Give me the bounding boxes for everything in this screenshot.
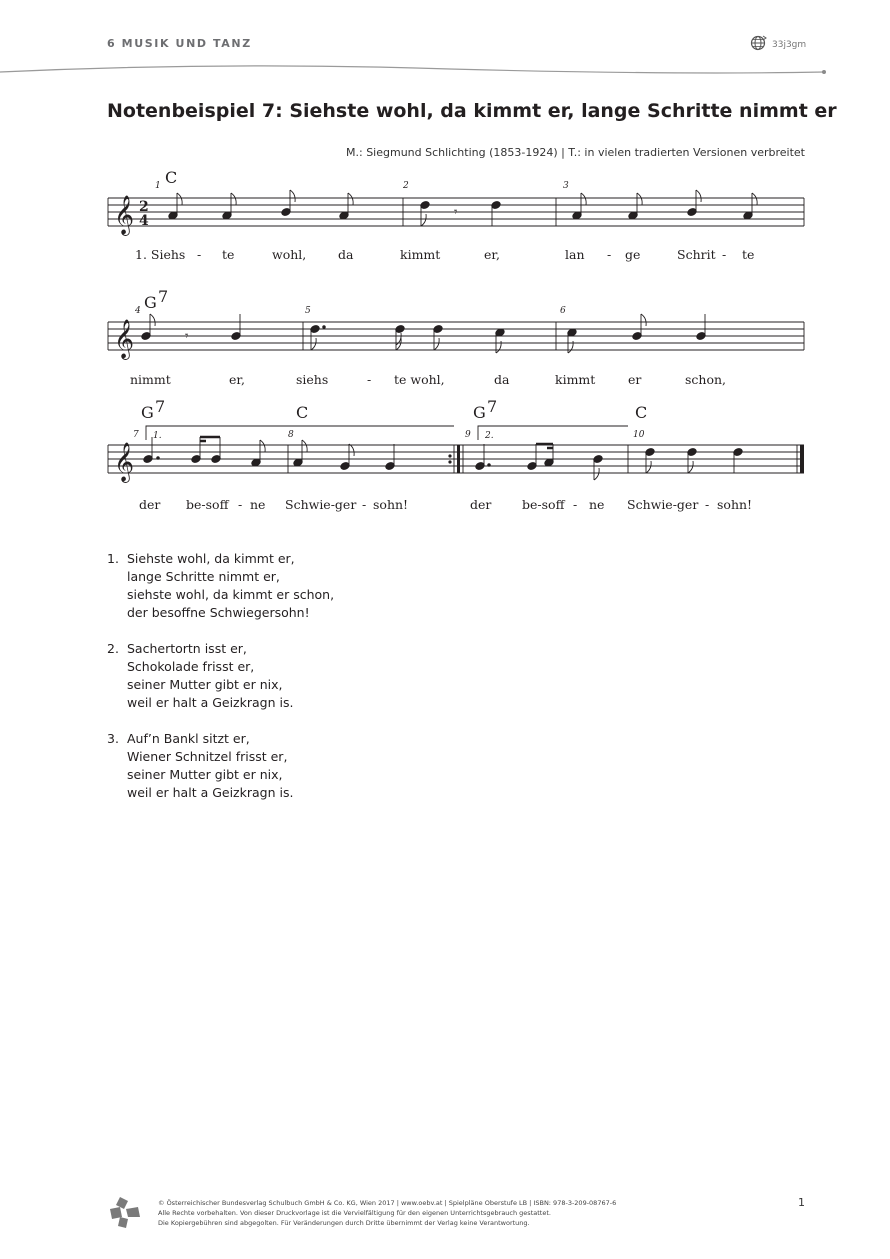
svg-text:-: - [197,247,202,262]
eighth-rest-icon: 𝄾 [454,205,458,220]
svg-text:ge: ge [625,247,641,262]
measure-number-4: 4 [135,306,141,316]
svg-text:da: da [494,372,510,387]
chord-4: C [296,403,309,422]
svg-text:der: der [139,497,161,512]
svg-text:schon,: schon, [685,372,727,387]
svg-text:𝄾: 𝄾 [185,329,189,344]
volta-2: 2. [485,431,494,441]
svg-text:er,: er, [484,247,500,262]
music-score [0,0,890,530]
svg-text:-: - [573,497,578,512]
measure-number-8: 8 [288,430,294,440]
svg-text:𝄞: 𝄞 [114,319,135,359]
svg-text:lan: lan [565,247,585,262]
svg-text:sohn!: sohn! [717,497,753,512]
verse-2: 2. Sachertortn isst er, Schokolade frisst er, seiner Mutter gibt er nix, weil er halt a Geizkragn is. [107,641,294,710]
time-sig-bottom: 4 [139,213,149,229]
chord-5: G [473,403,486,422]
svg-text:te: te [222,247,235,262]
chord-2: G [144,293,157,312]
measure-number-7: 7 [133,430,139,440]
online-code[interactable]: 33j3gm [772,40,807,50]
svg-text:er,: er, [229,372,245,387]
measure-number-10: 10 [633,430,645,440]
svg-text:7: 7 [155,397,166,416]
svg-text:𝄞: 𝄞 [114,442,135,482]
svg-text:7: 7 [487,397,498,416]
staff-system-1 [108,168,804,262]
footer-legal: © Österreichischer Bundesverlag Schulbuch GmbH & Co. KG, Wien 2017 | www.oebv.at | Spielpläne Oberstufe LB | ISBN: 978-3-209-08767-6 Alle Rechte vorbehalten. Von dieser Druckvorlage ist die Vervielfältigung für den eigenen Unterrichtsgebrauch gestattet. Die Kopiergebühren sind abgegolten. Für Veränderungen durch Dritte übernimmt der Verlag keine Verantwortung. [158,1199,617,1227]
treble-clef-icon: 𝄞 [114,195,135,235]
chord-3: G [141,403,154,422]
svg-text:wohl,: wohl, [272,247,307,262]
svg-text:-: - [367,372,372,387]
svg-text:kimmt: kimmt [555,372,596,387]
svg-text:nimmt: nimmt [130,372,171,387]
measure-number-9: 9 [465,430,471,440]
composer-credit: M.: Siegmund Schlichting (1853-1924) | T.: in vielen tradierten Versionen verbreitet [346,146,805,159]
svg-text:da: da [338,247,354,262]
svg-text:Schrit: Schrit [677,247,716,262]
svg-text:Schwie-ger: Schwie-ger [285,497,357,512]
svg-text:ne: ne [250,497,266,512]
verses [107,550,334,820]
verse-1: 1. Siehste wohl, da kimmt er, lange Schritte nimmt er, siehste wohl, da kimmt er schon, der besoffne Schwiegersohn! [107,551,335,620]
svg-text:ne: ne [589,497,605,512]
page-title: Notenbeispiel 7: Siehste wohl, da kimmt er, lange Schritte nimmt er [107,100,837,122]
svg-text:sohn!: sohn! [373,497,409,512]
svg-text:-: - [362,497,367,512]
measure-number-5: 5 [305,306,311,316]
svg-text:be-soff: be-soff [522,497,565,512]
svg-text:der: der [470,497,492,512]
volta-1: 1. [153,431,162,441]
measure-number-3: 3 [563,181,569,191]
svg-text:7: 7 [158,287,169,306]
svg-text:kimmt: kimmt [400,247,441,262]
measure-number-2: 2 [403,181,409,191]
svg-text:te wohl,: te wohl, [394,372,445,387]
svg-text:be-soff: be-soff [186,497,229,512]
svg-text:-: - [705,497,710,512]
staff-system-2 [108,287,804,387]
svg-text:-: - [722,247,727,262]
measure-number-1: 1 [155,181,161,191]
svg-text:Schwie-ger: Schwie-ger [627,497,699,512]
section-label: 6 MUSIK UND TANZ [107,37,252,50]
chord-1: C [165,168,178,187]
verse-3: 3. Auf’n Bankl sitzt er, Wiener Schnitzel frisst er, seiner Mutter gibt er nix, weil er halt a Geizkragn is. [107,731,294,800]
svg-text:-: - [238,497,243,512]
svg-text:siehs: siehs [296,372,329,387]
svg-text:-: - [607,247,612,262]
svg-text:1. Siehs: 1. Siehs [135,247,186,262]
chord-6: C [635,403,648,422]
publisher-logo-icon [108,1195,142,1229]
time-sig-top: 2 [139,199,149,215]
svg-text:te: te [742,247,755,262]
staff-system-3 [108,397,804,512]
page-number: 1 [798,1196,805,1209]
svg-text:er: er [628,372,642,387]
measure-number-6: 6 [560,306,566,316]
